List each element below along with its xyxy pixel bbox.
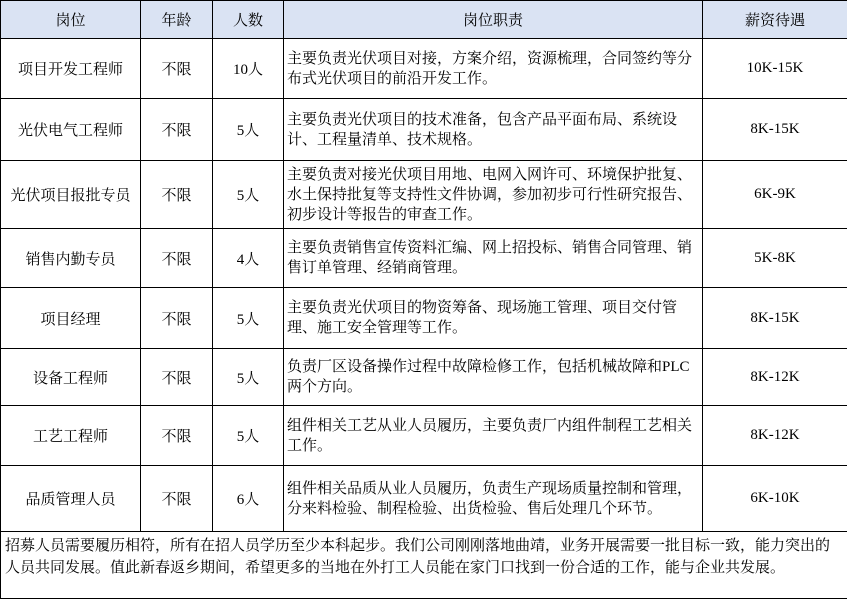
header-salary: 薪资待遇: [703, 1, 847, 39]
duty-cell: 主要负责销售宣传资料汇编、网上招投标、销售合同管理、销售订单管理、经销商管理。: [284, 229, 703, 288]
header-duty: 岗位职责: [284, 1, 703, 39]
position-cell: 工艺工程师: [1, 406, 141, 466]
count-cell: 10人: [213, 39, 284, 99]
count-cell: 6人: [213, 466, 284, 532]
salary-cell: 8K-12K: [703, 406, 847, 466]
count-cell: 5人: [213, 99, 284, 161]
position-cell: 项目开发工程师: [1, 39, 141, 99]
position-cell: 品质管理人员: [1, 466, 141, 532]
age-cell: 不限: [141, 349, 213, 406]
salary-cell: 6K-10K: [703, 466, 847, 532]
age-cell: 不限: [141, 406, 213, 466]
table-row: [1, 406, 847, 466]
salary-cell: 5K-8K: [703, 229, 847, 288]
header-age: 年龄: [141, 1, 213, 39]
table-row: [1, 349, 847, 406]
age-cell: 不限: [141, 99, 213, 161]
age-cell: 不限: [141, 39, 213, 99]
position-cell: 光伏项目报批专员: [1, 161, 141, 229]
count-cell: 5人: [213, 288, 284, 349]
duty-cell: 主要负责光伏项目的技术准备，包含产品平面布局、系统设计、工程量清单、技术规格。: [284, 99, 703, 161]
table-row: [1, 229, 847, 288]
age-cell: 不限: [141, 288, 213, 349]
duty-cell: 组件相关品质从业人员履历，负责生产现场质量控制和管理，分来料检验、制程检验、出货检验、售后处理几个环节。: [284, 466, 703, 532]
count-cell: 5人: [213, 406, 284, 466]
count-cell: 5人: [213, 161, 284, 229]
position-cell: 设备工程师: [1, 349, 141, 406]
header-count: 人数: [213, 1, 284, 39]
age-cell: 不限: [141, 466, 213, 532]
duty-cell: 组件相关工艺从业人员履历，主要负责厂内组件制程工艺相关工作。: [284, 406, 703, 466]
table-row: [1, 288, 847, 349]
table-row: [1, 99, 847, 161]
salary-cell: 6K-9K: [703, 161, 847, 229]
position-cell: 光伏电气工程师: [1, 99, 141, 161]
salary-cell: 8K-15K: [703, 99, 847, 161]
duty-cell: 负责厂区设备操作过程中故障检修工作，包括机械故障和PLC两个方向。: [284, 349, 703, 406]
footer-row: [1, 532, 847, 599]
salary-cell: 10K-15K: [703, 39, 847, 99]
age-cell: 不限: [141, 161, 213, 229]
footer-note: 招募人员需要履历相符，所有在招人员学历至少本科起步。我们公司刚刚落地曲靖，业务开展需要一批目标一致，能力突出的人员共同发展。值此新春返乡期间，希望更多的当地在外打工人员能在家门口找到一份合适的工作，能与企业共发展。: [1, 532, 847, 599]
header-row: [1, 1, 847, 39]
count-cell: 5人: [213, 349, 284, 406]
table-row: [1, 466, 847, 532]
count-cell: 4人: [213, 229, 284, 288]
header-position: 岗位: [1, 1, 141, 39]
age-cell: 不限: [141, 229, 213, 288]
duty-cell: 主要负责光伏项目对接，方案介绍，资源梳理，合同签约等分布式光伏项目的前沿开发工作。: [284, 39, 703, 99]
position-cell: 项目经理: [1, 288, 141, 349]
duty-cell: 主要负责对接光伏项目用地、电网入网许可、环境保护批复、水土保持批复等支持性文件协调，参加初步可行性研究报告、初步设计等报告的审查工作。: [284, 161, 703, 229]
duty-cell: 主要负责光伏项目的物资筹备、现场施工管理、项目交付管理、施工安全管理等工作。: [284, 288, 703, 349]
salary-cell: 8K-15K: [703, 288, 847, 349]
table-row: [1, 39, 847, 99]
salary-cell: 8K-12K: [703, 349, 847, 406]
table-row: [1, 161, 847, 229]
position-cell: 销售内勤专员: [1, 229, 141, 288]
